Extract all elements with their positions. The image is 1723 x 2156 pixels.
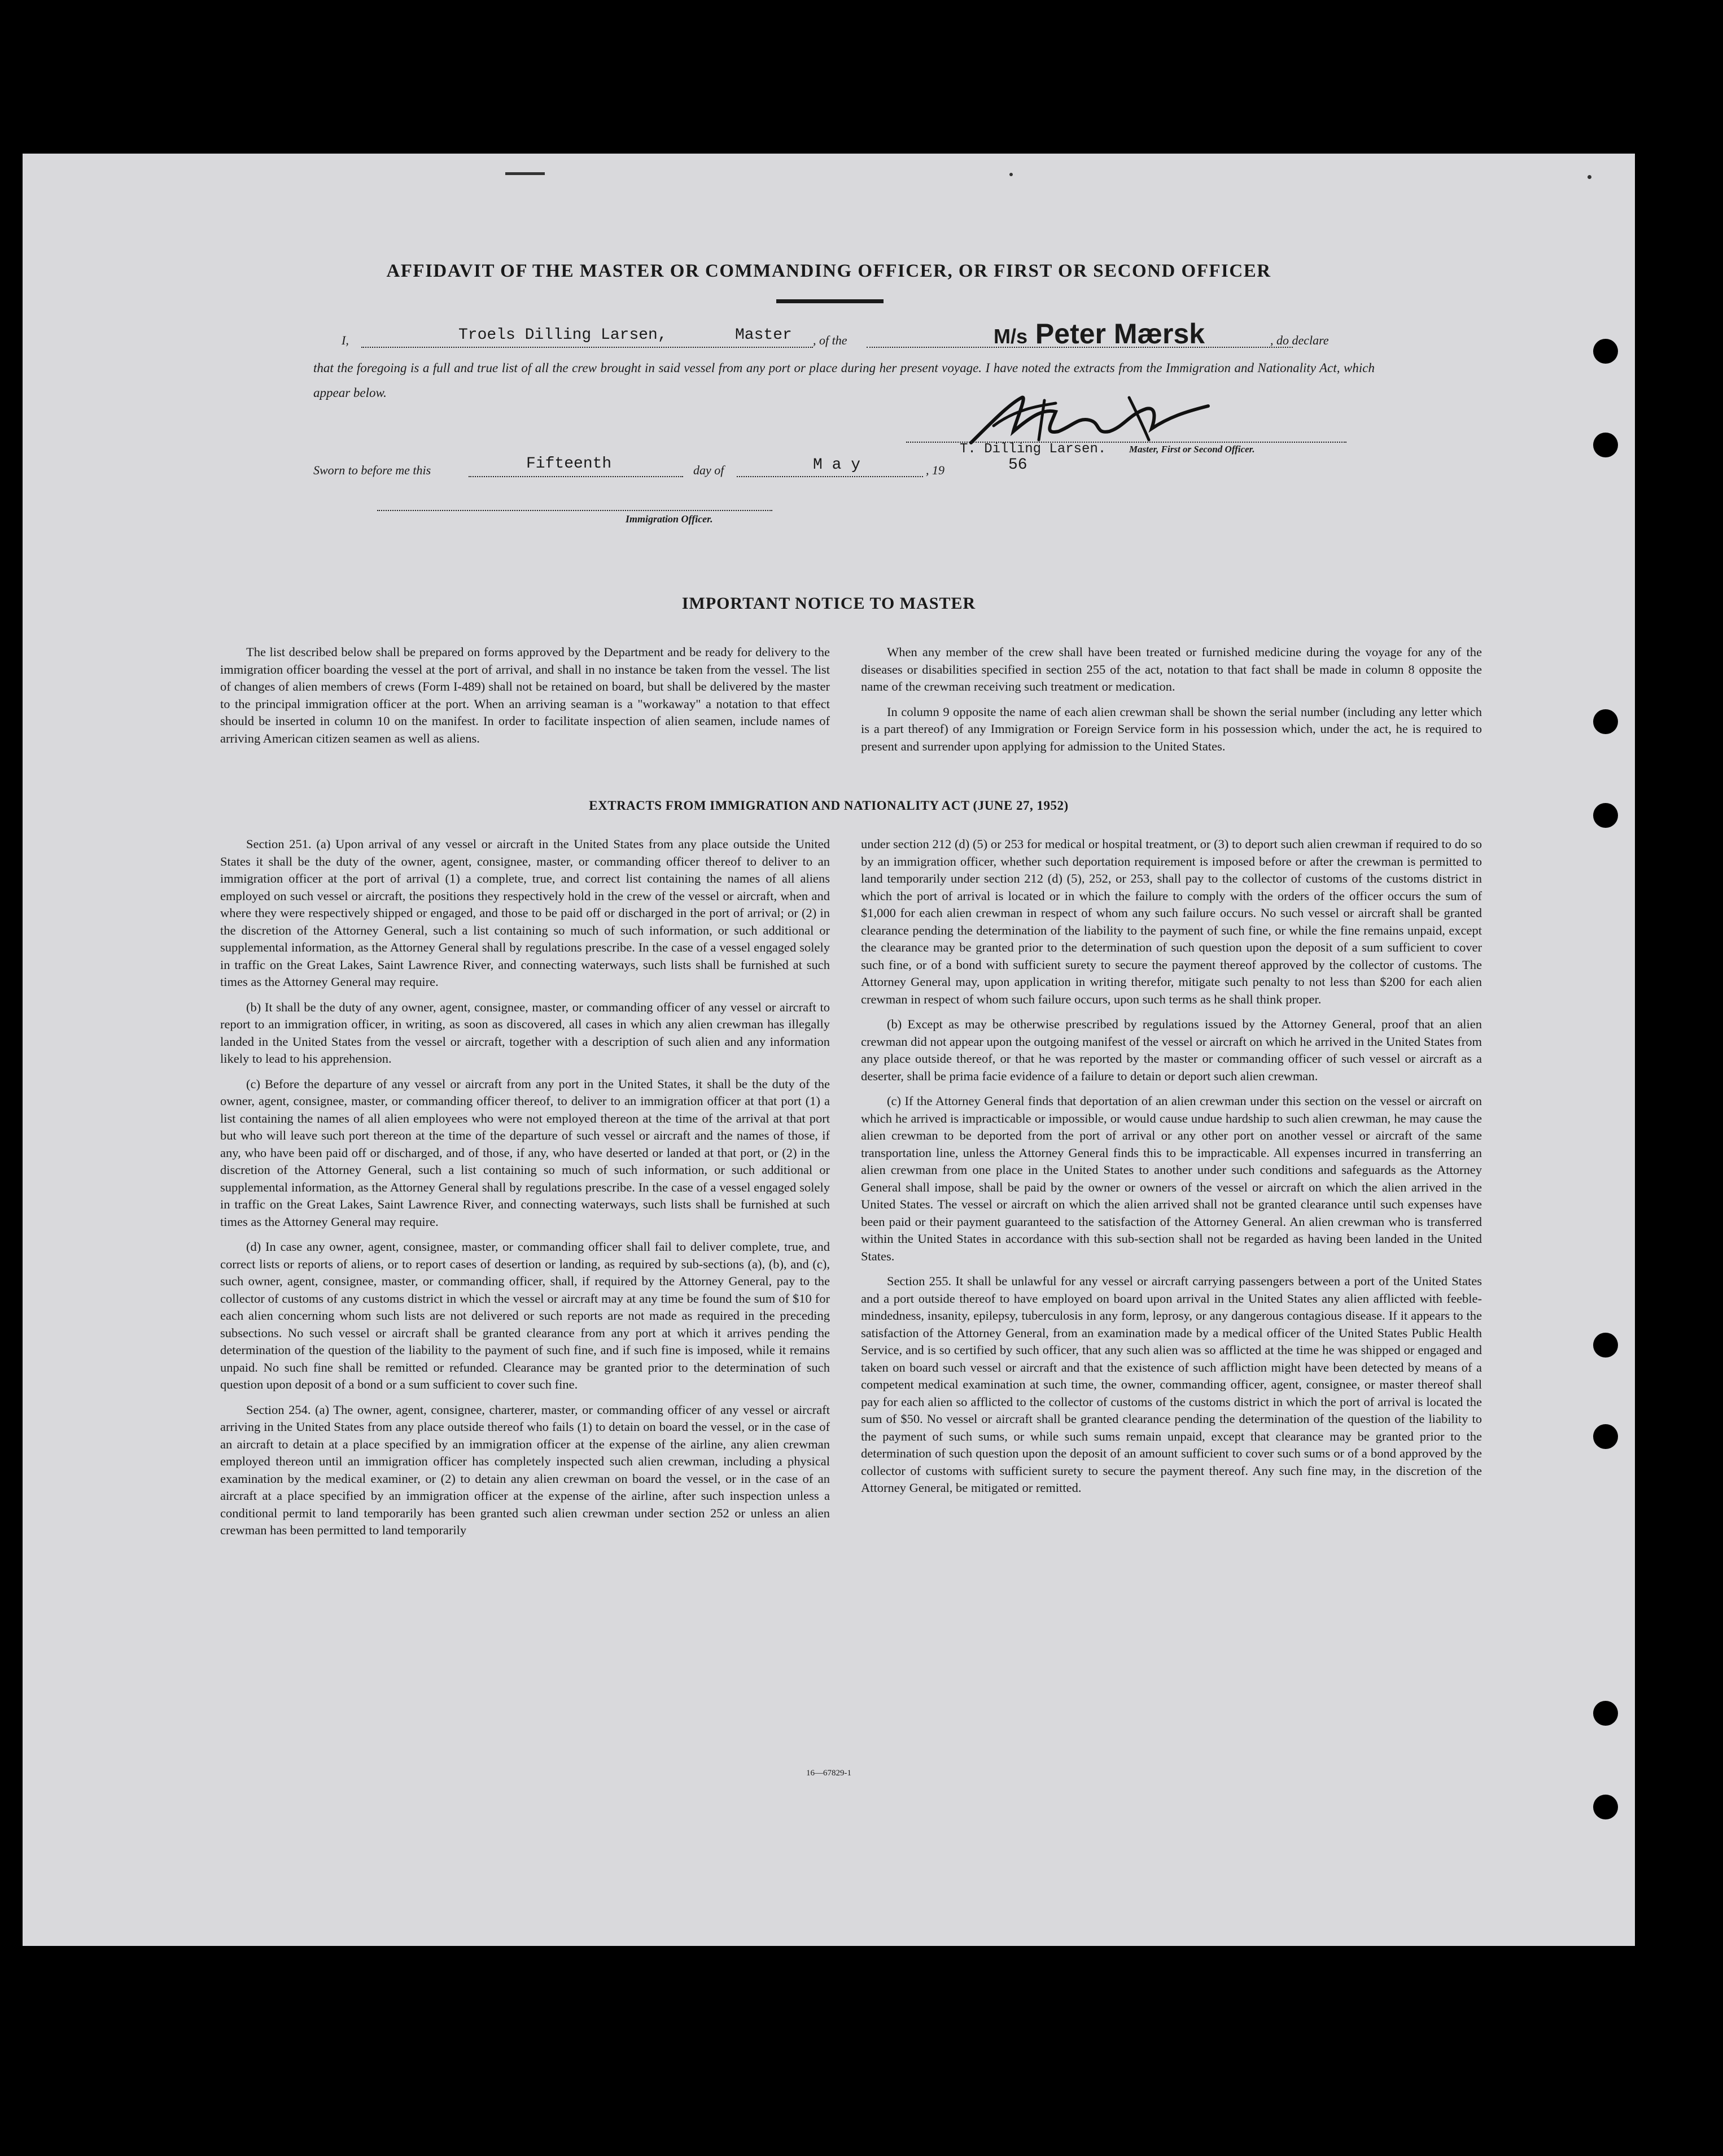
- extracts-left-column: [220, 836, 830, 1547]
- punch-hole: [1593, 709, 1618, 734]
- officer-caption: Immigration Officer.: [626, 513, 713, 525]
- sworn-day: Fifteenth: [526, 455, 612, 473]
- notice-title: IMPORTANT NOTICE TO MASTER: [681, 594, 976, 613]
- form-number: 16—67829-1: [806, 1769, 851, 1778]
- sworn-month: M a y: [813, 456, 861, 474]
- extract-paragraph: Section 255. It shall be unlawful for any vessel or aircraft carrying passengers between a port of the United States and a port outside thereof to have employed on board upon arrival in the United States any alien afflicted with feeble-mindedness, insanity, epilepsy, tuberculosis in any form, leprosy, or any dangerous contagious disease. If it appears to the satisfaction of the Attorney General, from an examination made by a medical officer of the United States Public Health Service, and is so certified by such officer, that any such alien was so afflicted at the time he was shipped or engaged and taken on board such vessel or aircraft and that the existence of such affliction might have been detected by means of a competent medical examination at such time, the owner, commanding officer, agent, consignee, or master thereof shall pay for each alien so afflicted to the collector of customs of the customs district in which the port of arrival is located the sum of $50. No vessel or aircraft shall be granted clearance pending the determination of the question of the liability to the payment of such sums, or while such sums remain unpaid, except that clearance may be granted prior to the determination of such question upon the deposit of an amount sufficient to cover such sums or of a bond approved by the collector of customs with sufficient surety to secure the payment thereof. Any such fine may, in the discretion of the Attorney General, be mitigated or remitted.: [861, 1274, 1482, 1495]
- sworn-month-line: [737, 476, 923, 477]
- signer-caption: Master, First or Second Officer.: [1129, 444, 1255, 455]
- notice-right-paragraph-1: When any member of the crew shall have been treated or furnished medicine during the voyage for any of the diseases or disabilities specified in section 255 of the act, notation to that fact shall be made in column 8 opposite the name of the crewman receiving such treatment or medication.: [861, 645, 1482, 693]
- i-label: I,: [342, 333, 349, 347]
- ink-mark: [1009, 173, 1013, 176]
- vessel-name: [994, 317, 1205, 350]
- extract-paragraph: (b) It shall be the duty of any owner, agent, consignee, master, or commanding officer of any vessel or aircraft to report to an immigration officer, in writing, as soon as discovered, all cases in which any alien crewman has illegally landed in the United States from the vessel or aircraft, together with a description of such alien and any information likely to lead to his apprehension.: [220, 1000, 830, 1066]
- extract-paragraph: Section 251. (a) Upon arrival of any vessel or aircraft in the United States from any place outside the United States it shall be the duty of the owner, agent, consignee, master, or commanding officer thereof to deliver to an immigration officer at the port of arrival (1) a complete, true, and correct list containing the names of all aliens employed on such vessel or aircraft, the positions they respectively hold in the crew of the vessel or aircraft, when and where they were respectively shipped or engaged, and those to be paid off or discharged in the port of arrival; or (2) in the discretion of the Attorney General, such a list containing so much of such information, or such additional or supplemental information, as the Attorney General shall by regulations prescribe. In the case of a vessel engaged solely in traffic on the Great Lakes, Saint Lawrence River, and connecting waterways, such lists shall be furnished at such times as the Attorney General may require.: [220, 837, 830, 989]
- officer-line: [377, 510, 772, 511]
- notice-right-column: [861, 644, 1482, 763]
- master-rank: Master: [735, 326, 792, 344]
- of-the-label: , of the: [813, 333, 847, 347]
- name-line: [361, 347, 813, 348]
- notice-left-paragraph: The list described below shall be prepared on forms approved by the Department and be ready for delivery to the immigration officer boarding the vessel at the port of arrival, and shall in no instance be taken from the vessel. The list of changes of alien members of crews (Form I-489) shall not be retained on board, but shall be delivered by the master to the principal immigration officer at the port. When an arriving seaman is a "workaway" a notation to that effect should be inserted in column 10 on the manifest. In order to facilitate inspection of alien seamen, include names of arriving American citizen seamen as well as aliens.: [220, 645, 830, 745]
- extract-paragraph: (b) Except as may be otherwise prescribed by regulations issued by the Attorney General, proof that an alien crewman did not appear upon the outgoing manifest of the vessel or aircraft on which he arrived in the United States from any place outside thereof, or that he was reported by the master or commanding officer of such vessel or aircraft as a deserter, shall be prima facie evidence of a failure to detain or deport such alien crewman.: [861, 1017, 1482, 1083]
- extract-paragraph: under section 212 (d) (5) or 253 for medical or hospital treatment, or (3) to deport such alien crewman if required to do so by an immigration officer, whether such deportation requirement is imposed before or after the crewman is permitted to land temporarily under section 212 (d) (5), 252, or 253, shall pay to the collector of customs of the customs district in which the port of arrival is located or in which the failure to comply with the orders of the officer occurs the sum of $1,000 for each alien crewman in respect of whom any such failure occurs. No such vessel or aircraft shall be granted clearance pending the determination of the liability to the payment of such fine, or while the fine remains unpaid, except the clearance may be granted prior to the determination of such question upon the deposit of a sum sufficient to cover such fine, or of a bond with sufficient surety to secure the payment thereof approved by the collector of customs. The Attorney General may, upon application in writing therefor, mitigate such penalty to not less than $200 for each alien crewman in respect of whom such failure occurs, upon such terms as he shall think proper.: [861, 837, 1482, 1006]
- signer-name: T. Dilling Larsen.: [960, 442, 1107, 457]
- year-prefix: , 19: [926, 463, 944, 477]
- extracts-right-column: [861, 836, 1482, 1505]
- vessel-prefix: M/s: [994, 325, 1028, 348]
- sworn-day-line: [469, 476, 683, 477]
- punch-hole: [1593, 1701, 1618, 1726]
- punch-hole: [1593, 803, 1618, 828]
- day-of-label: day of: [693, 463, 724, 477]
- punch-hole: [1593, 1424, 1618, 1449]
- do-declare-label: , do declare: [1270, 333, 1329, 347]
- document-page: [23, 154, 1635, 1946]
- sworn-year: 56: [1008, 456, 1027, 474]
- extract-paragraph: (c) If the Attorney General finds that deportation of an alien crewman under this section on the vessel or aircraft on which he arrived is impracticable or impossible, or would cause undue hardship to such alien crewman, he may cause the alien crewman to be deported from the port of arrival or any other port on another vessel or aircraft of the same transportation line, unless the Attorney General finds this to be impracticable. All expenses incurred in transferring an alien crewman from one place in the United States to another under such conditions and safeguards as the Attorney General shall impose, shall be paid by the owner or owners of the vessel or aircraft on which the alien arrived in the United States. The vessel or aircraft on which the alien arrived shall not be granted clearance until such expenses have been paid or their payment guaranteed to the satisfaction of the Attorney General. An alien crewman who is transferred within the United States in accordance with this sub-section shall not be regarded as having been landed in the United States.: [861, 1094, 1482, 1263]
- punch-hole: [1593, 1795, 1618, 1819]
- extracts-title: EXTRACTS FROM IMMIGRATION AND NATIONALITY ACT (JUNE 27, 1952): [589, 798, 1069, 813]
- notice-right-paragraph-2: In column 9 opposite the name of each alien crewman shall be shown the serial number (including any letter which is a part thereof) of any Immigration or Foreign Service form in his possession which, under the act, he is required to present and surrender upon applying for admission to the United States.: [861, 704, 1482, 753]
- declaration-text: that the foregoing is a full and true list of all the crew brought in said vessel from any port or place during her present voyage. I have noted the extracts from the Immigration and Nationality Act, which appear below.: [313, 361, 1375, 400]
- extract-paragraph: Section 254. (a) The owner, agent, consignee, charterer, master, or commanding officer of any vessel or aircraft arriving in the United States from any place outside thereof who fails (1) to detain on board the vessel, or in the case of an aircraft to detain at a place specified by an immigration officer at the expense of the airline, any alien crewman employed thereon until an immigration officer has completely inspected such alien crewman, including a physical examination by the medical examiner, or (2) to detain any alien crewman on board the vessel, or in the case of an aircraft at a place specified by an immigration officer at the expense of the airline, after such inspection unless a conditional permit to land temporarily has been granted such alien crewman under section 252 or unless an alien crewman has been permitted to land temporarily: [220, 1402, 830, 1537]
- punch-hole: [1593, 433, 1618, 457]
- ink-mark: [505, 172, 545, 175]
- punch-hole: [1593, 339, 1618, 364]
- extract-paragraph: (c) Before the departure of any vessel or aircraft from any port in the United States, it shall be the duty of the owner, agent, consignee, master, or commanding officer thereof, to deliver to an immigration officer at that port (1) a list containing the names of all alien employees who were not employed thereon at the time of the arrival at that port but who will leave such port thereon at the time of the departure of such vessel or aircraft and the names of those, if any, who have been paid off or discharged, and of those, if any, who have deserted or landed at that port, or (2) in the discretion of the Attorney General, such a list containing so much of such information, or such additional or supplemental information, as the Attorney General shall by regulations prescribe. In the case of a vessel engaged solely in traffic on the Great Lakes, Saint Lawrence River, and connecting waterways, such lists shall be furnished at such times as the Attorney General may require.: [220, 1076, 830, 1229]
- ink-mark: [1588, 175, 1591, 179]
- punch-hole: [1593, 1333, 1618, 1358]
- affidavit-title: AFFIDAVIT OF THE MASTER OR COMMANDING OFFICER, OR FIRST OR SECOND OFFICER: [386, 261, 1271, 281]
- master-name: Troels Dilling Larsen,: [458, 326, 667, 344]
- extract-paragraph: (d) In case any owner, agent, consignee, master, or commanding officer shall fail to deliver complete, true, and correct lists or reports of aliens, or to report cases of desertion or landing, as required by sub-sections (a), (b), and (c), such owner, agent, consignee, master, or commanding officer, shall, if required by the Attorney General, pay to the collector of customs of any customs district in which the vessel or aircraft may at any time be found the sum of $10 for each alien concerning whom such lists are not delivered or such reports are not made as required in the preceding subsections. No such vessel or aircraft shall be granted clearance from any port at which it arrives pending the determination of the question of the liability to the payment of such fine, and if such fine is imposed, while it remains unpaid. No such fine shall be remitted or refunded. Clearance may be granted prior to the determination of such question upon deposit of a bond or a sum sufficient to cover such fine.: [220, 1240, 830, 1391]
- notice-left-column: [220, 644, 830, 755]
- sworn-label: Sworn to before me this: [313, 463, 431, 477]
- vessel-name-text: Peter Mærsk: [1035, 318, 1205, 350]
- title-rule: [776, 299, 884, 303]
